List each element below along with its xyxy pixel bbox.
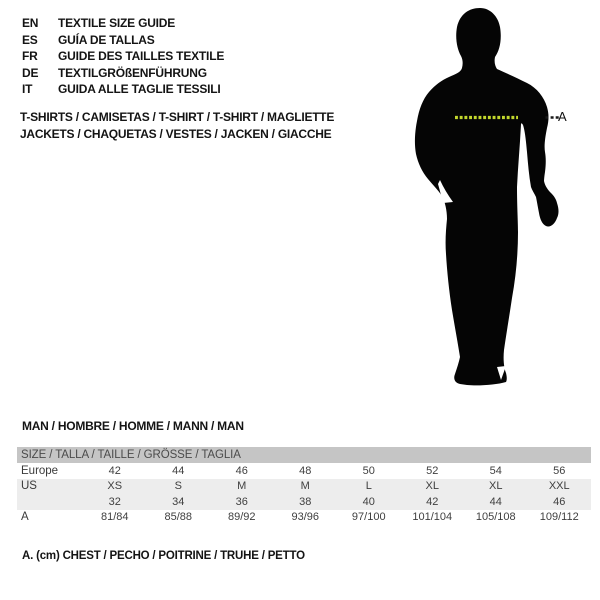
size-value: 105/108: [475, 511, 516, 524]
size-value: 44: [172, 464, 185, 477]
garment-categories: [20, 109, 334, 143]
language-title: TEXTILE SIZE GUIDE: [58, 16, 176, 31]
language-title: TEXTILGRÖßENFÜHRUNG: [58, 65, 207, 80]
language-row: [22, 32, 224, 49]
size-value: XXL: [528, 479, 592, 495]
size-value: XL: [464, 479, 528, 495]
size-value: 54: [489, 464, 502, 477]
language-code: IT: [22, 82, 33, 97]
row-label: Europe: [21, 464, 59, 477]
table-row-chest-cm: [17, 510, 591, 526]
size-value: 85/88: [164, 511, 193, 524]
size-value: M: [274, 479, 338, 495]
language-code: DE: [22, 65, 39, 80]
size-value: 97/100: [351, 511, 386, 524]
size-value: 44: [464, 494, 528, 510]
language-code: ES: [22, 32, 38, 47]
size-value: 46: [235, 464, 248, 477]
table-row-europe: [17, 463, 591, 479]
language-code: EN: [22, 16, 39, 31]
section-title-man: MAN / HOMBRE / HOMME / MANN / MAN: [22, 419, 244, 433]
category-tshirts: T-SHIRTS / CAMISETAS / T-SHIRT / T-SHIRT / MAGLIETTE: [20, 110, 335, 124]
row-label: [17, 494, 83, 510]
size-value: 32: [83, 494, 147, 510]
table-row-us-numeric: [17, 494, 591, 510]
language-code: FR: [22, 49, 38, 64]
size-value: 34: [147, 494, 211, 510]
size-value: 50: [362, 464, 375, 477]
row-label: US: [17, 479, 83, 495]
size-value: L: [337, 479, 401, 495]
size-value: 48: [299, 464, 312, 477]
size-value: 42: [401, 494, 465, 510]
man-silhouette-icon: [390, 0, 600, 420]
man-silhouette-figure: [390, 0, 600, 420]
language-row: [22, 65, 224, 82]
size-value: 109/112: [539, 511, 579, 524]
size-value: 42: [108, 464, 121, 477]
language-title: GUIDE DES TAILLES TEXTILE: [58, 49, 225, 64]
measure-label-a: A: [558, 109, 567, 124]
row-label: A: [21, 511, 29, 524]
size-table-header-row: [17, 447, 591, 463]
size-value: 38: [274, 494, 338, 510]
size-value: 56: [553, 464, 566, 477]
size-value: 52: [426, 464, 439, 477]
table-row-us: [17, 479, 591, 495]
category-jackets: JACKETS / CHAQUETAS / VESTES / JACKEN / GIACCHE: [20, 127, 332, 141]
size-value: 36: [210, 494, 274, 510]
size-value: 81/84: [100, 511, 129, 524]
chest-measure-footnote: A. (cm) CHEST / PECHO / POITRINE / TRUHE / PETTO: [22, 550, 305, 562]
language-row: [22, 48, 224, 65]
language-title: GUIDA ALLE TAGLIE TESSILI: [58, 82, 221, 97]
size-value: 101/104: [412, 511, 453, 524]
size-value: 40: [337, 494, 401, 510]
language-row: [22, 15, 224, 32]
size-value: XL: [401, 479, 465, 495]
size-value: 93/96: [291, 511, 320, 524]
size-value: S: [147, 479, 211, 495]
size-value: M: [210, 479, 274, 495]
language-list: [22, 15, 224, 98]
size-table-header: SIZE / TALLA / TAILLE / GRÖSSE / TAGLIA: [17, 447, 591, 463]
language-title: GUÍA DE TALLAS: [58, 32, 155, 47]
size-value: 46: [528, 494, 592, 510]
size-value: 89/92: [227, 511, 256, 524]
size-table: [17, 447, 591, 525]
size-value: XS: [83, 479, 147, 495]
language-row: [22, 81, 224, 98]
